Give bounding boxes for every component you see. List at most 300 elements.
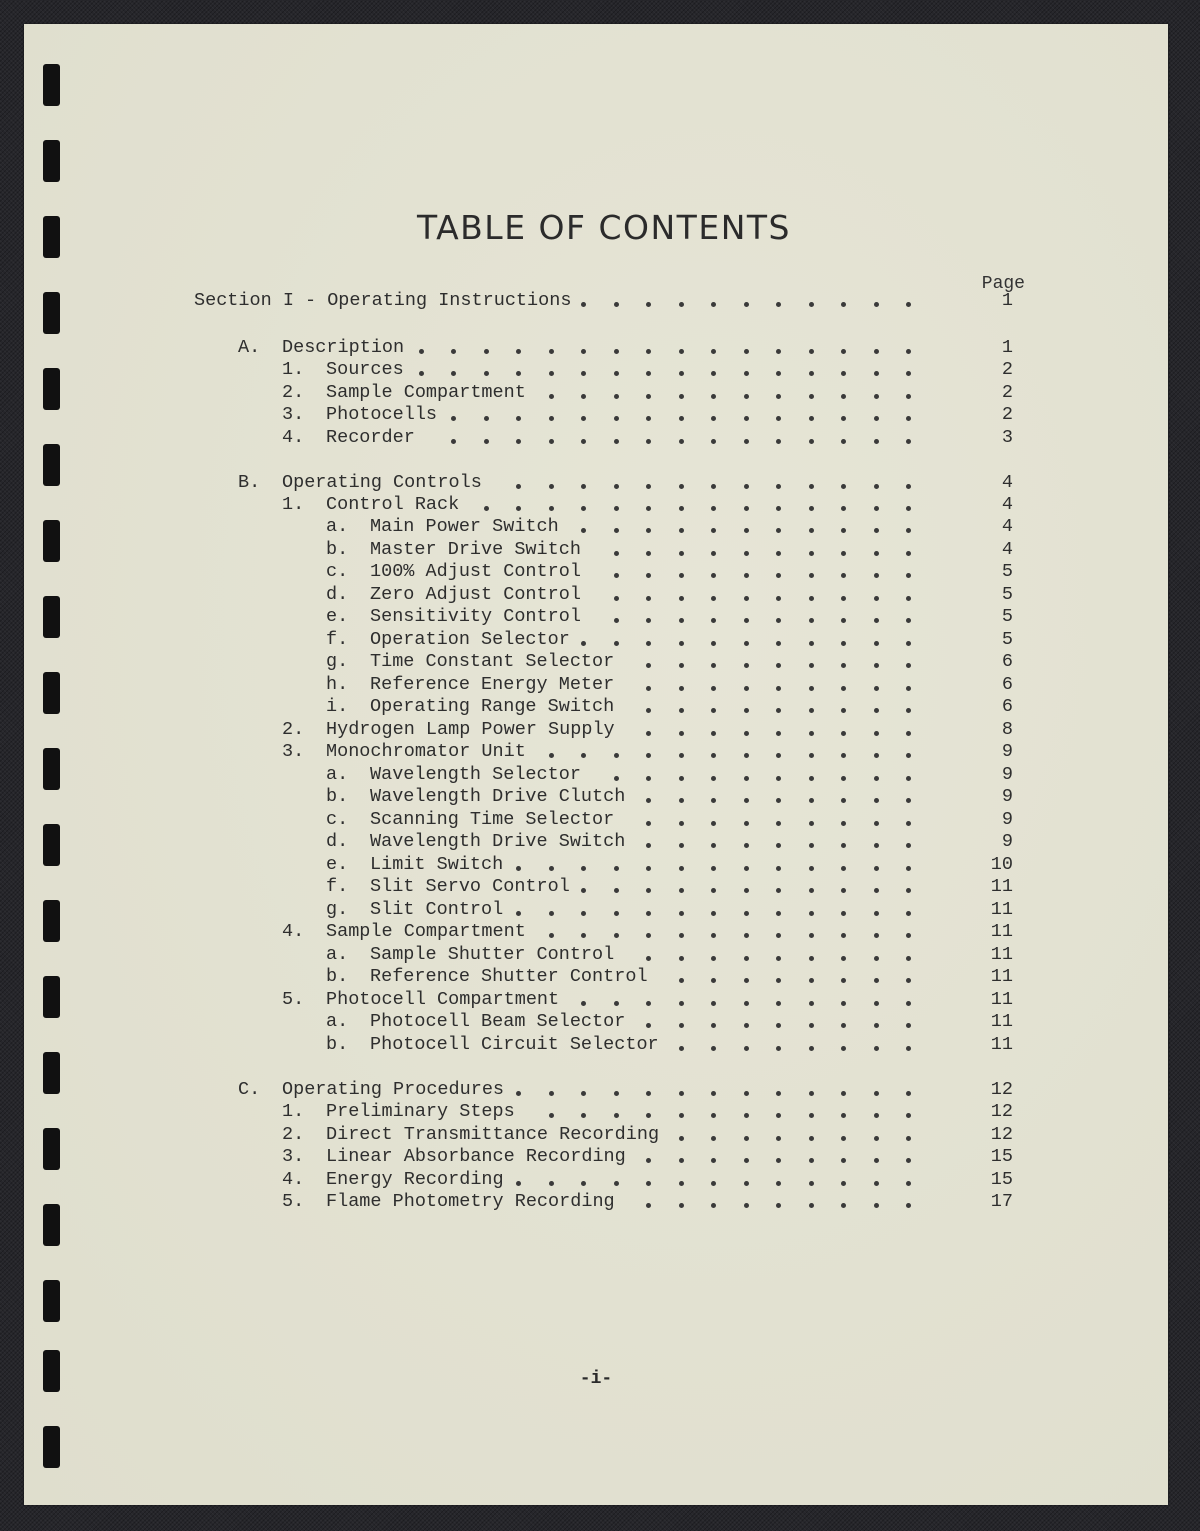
toc-entry-page-number: 5: [1001, 561, 1013, 582]
leader-dot: [679, 821, 684, 826]
toc-entry[interactable]: [24, 290, 1168, 312]
leader-dot: [679, 933, 684, 938]
toc-entry[interactable]: [24, 561, 1168, 583]
leader-dot: [614, 1091, 619, 1096]
toc-entry[interactable]: [24, 1191, 1168, 1213]
toc-entry[interactable]: [24, 584, 1168, 606]
leader-dot: [809, 843, 814, 848]
toc-entry-title: Direct Transmittance Recording: [326, 1124, 660, 1145]
toc-entry[interactable]: [24, 606, 1168, 628]
toc-entry-page-number: 12: [990, 1124, 1013, 1145]
leader-dot: [679, 551, 684, 556]
leader-dot: [809, 573, 814, 578]
leader-dot: [646, 528, 651, 533]
toc-entry-title: Limit Switch: [370, 854, 504, 875]
leader-dot: [711, 798, 716, 803]
leader-dot: [809, 618, 814, 623]
leader-dot: [581, 933, 586, 938]
leader-dot: [776, 866, 781, 871]
leader-dot: [744, 371, 749, 376]
toc-entry-marker: b.: [326, 786, 349, 807]
toc-entry[interactable]: [24, 989, 1168, 1011]
leader-dot: [874, 439, 879, 444]
leader-dot: [841, 708, 846, 713]
leader-dot: [906, 1136, 911, 1141]
leader-dot: [744, 686, 749, 691]
leader-dot: [549, 506, 554, 511]
toc-entry-page-number: 12: [990, 1079, 1013, 1100]
leader-dot: [809, 708, 814, 713]
leader-dot: [549, 439, 554, 444]
leader-dot: [874, 302, 879, 307]
leader-dot: [744, 1136, 749, 1141]
toc-entry-page-number: 4: [1001, 472, 1013, 493]
leader-dot: [679, 776, 684, 781]
leader-dot: [614, 753, 619, 758]
toc-entry-title: Operating Procedures: [282, 1079, 505, 1100]
leader-dot: [874, 416, 879, 421]
page-column-header: Page: [981, 274, 1025, 294]
leader-dot: [776, 573, 781, 578]
leader-dot: [581, 302, 586, 307]
toc-entry-marker: 2.: [282, 382, 305, 403]
leader-dot: [679, 1001, 684, 1006]
leader-dot: [646, 843, 651, 848]
leader-dot: [841, 484, 846, 489]
leader-dot: [776, 776, 781, 781]
leader-dot: [516, 506, 521, 511]
leader-dot: [679, 506, 684, 511]
leader-dot: [711, 708, 716, 713]
toc-entry-page-number: 11: [990, 899, 1013, 920]
leader-dot: [581, 1001, 586, 1006]
leader-dot: [809, 753, 814, 758]
toc-entry-marker: f.: [326, 876, 349, 897]
leader-dot: [776, 731, 781, 736]
leader-dot: [614, 416, 619, 421]
leader-dot: [711, 888, 716, 893]
leader-dot: [874, 1023, 879, 1028]
leader-dot: [744, 956, 749, 961]
leader-dot: [776, 1203, 781, 1208]
leader-dot: [549, 416, 554, 421]
toc-entry-title: Photocell Beam Selector: [370, 1011, 626, 1032]
leader-dot: [744, 978, 749, 983]
leader-dot: [679, 618, 684, 623]
leader-dot: [451, 371, 456, 376]
leader-dot: [679, 573, 684, 578]
leader-dot: [841, 551, 846, 556]
leader-dot: [744, 641, 749, 646]
leader-dot: [711, 551, 716, 556]
toc-entry[interactable]: [24, 719, 1168, 741]
leader-dot: [906, 551, 911, 556]
toc-entry[interactable]: [24, 854, 1168, 876]
leader-dot: [776, 641, 781, 646]
leader-dot: [679, 911, 684, 916]
leader-dot: [711, 596, 716, 601]
leader-dot: [614, 528, 619, 533]
leader-dot: [549, 1181, 554, 1186]
toc-entry-page-number: 6: [1001, 651, 1013, 672]
leader-dot: [906, 641, 911, 646]
toc-entry-page-number: 15: [990, 1146, 1013, 1167]
toc-entry-marker: a.: [326, 944, 349, 965]
leader-dot: [841, 798, 846, 803]
leader-dot: [906, 731, 911, 736]
toc-entry-title: Operation Selector: [370, 629, 570, 650]
leader-dot: [906, 843, 911, 848]
leader-dot: [809, 1091, 814, 1096]
toc-entry[interactable]: [24, 944, 1168, 966]
leader-dot: [874, 888, 879, 893]
leader-dot: [646, 1181, 651, 1186]
leader-dot: [451, 349, 456, 354]
leader-dot: [581, 371, 586, 376]
leader-dot: [744, 416, 749, 421]
toc-entry[interactable]: [24, 651, 1168, 673]
leader-dot: [549, 911, 554, 916]
leader-dot: [744, 821, 749, 826]
leader-dot: [549, 371, 554, 376]
leader-dot: [841, 596, 846, 601]
leader-dot: [906, 439, 911, 444]
toc-entry-title: Wavelength Drive Switch: [370, 831, 626, 852]
leader-dot: [744, 506, 749, 511]
leader-dot: [679, 866, 684, 871]
leader-dot: [744, 573, 749, 578]
leader-dot: [646, 956, 651, 961]
leader-dot: [614, 551, 619, 556]
leader-dot: [711, 528, 716, 533]
leader-dot: [646, 821, 651, 826]
leader-dot: [776, 1158, 781, 1163]
leader-dot: [679, 349, 684, 354]
leader-dot: [581, 1113, 586, 1118]
toc-entry-marker: c.: [326, 809, 349, 830]
toc-entry-page-number: 15: [990, 1169, 1013, 1190]
toc-entry-page-number: 11: [990, 921, 1013, 942]
leader-dot: [679, 888, 684, 893]
toc-entry-title: Sample Compartment: [326, 921, 526, 942]
leader-dot: [679, 843, 684, 848]
toc-entry-page-number: 11: [990, 966, 1013, 987]
leader-dot: [841, 641, 846, 646]
leader-dot: [776, 978, 781, 983]
toc-entry[interactable]: [24, 539, 1168, 561]
toc-entry-title: 100% Adjust Control: [370, 561, 581, 582]
leader-dot: [874, 663, 879, 668]
toc-entry-title: Preliminary Steps: [326, 1101, 515, 1122]
toc-entry-marker: h.: [326, 674, 349, 695]
toc-entry-page-number: 10: [990, 854, 1013, 875]
leader-dot: [874, 349, 879, 354]
leader-dot: [809, 888, 814, 893]
leader-dot: [809, 1158, 814, 1163]
toc-entry[interactable]: [24, 809, 1168, 831]
leader-dot: [809, 978, 814, 983]
leader-dot: [809, 1181, 814, 1186]
leader-dot: [874, 1181, 879, 1186]
leader-dot: [874, 394, 879, 399]
leader-dot: [841, 394, 846, 399]
toc-entry-title: Zero Adjust Control: [370, 584, 581, 605]
leader-dot: [841, 349, 846, 354]
leader-dot: [614, 596, 619, 601]
leader-dot: [679, 1203, 684, 1208]
leader-dot: [614, 618, 619, 623]
leader-dot: [679, 978, 684, 983]
leader-dot: [809, 821, 814, 826]
leader-dot: [711, 573, 716, 578]
leader-dot: [874, 596, 879, 601]
leader-dot: [711, 1091, 716, 1096]
toc-entry-marker: 3.: [282, 741, 305, 762]
leader-dot: [809, 663, 814, 668]
toc-entry[interactable]: [24, 1169, 1168, 1191]
leader-dot: [419, 371, 424, 376]
toc-entry[interactable]: [24, 359, 1168, 381]
leader-dot: [776, 528, 781, 533]
leader-dot: [581, 528, 586, 533]
toc-entry-title: Linear Absorbance Recording: [326, 1146, 626, 1167]
leader-dot: [744, 1046, 749, 1051]
toc-entry[interactable]: [24, 427, 1168, 449]
leader-dot: [874, 618, 879, 623]
toc-entry[interactable]: [24, 1101, 1168, 1123]
leader-dot: [776, 1001, 781, 1006]
toc-entry-page-number: 4: [1001, 516, 1013, 537]
leader-dot: [581, 394, 586, 399]
toc-entry-page-number: 4: [1001, 539, 1013, 560]
leader-dot: [744, 1113, 749, 1118]
toc-entry-page-number: 5: [1001, 584, 1013, 605]
leader-dot: [809, 1136, 814, 1141]
leader-dot: [841, 1136, 846, 1141]
toc-entry[interactable]: [24, 966, 1168, 988]
toc-entry-page-number: 1: [1001, 290, 1013, 311]
leader-dot: [581, 484, 586, 489]
leader-dot: [841, 371, 846, 376]
leader-dot: [711, 731, 716, 736]
leader-dot: [646, 888, 651, 893]
toc-entry-marker: 3.: [282, 404, 305, 425]
leader-dot: [646, 1113, 651, 1118]
leader-dot: [744, 1203, 749, 1208]
leader-dot: [679, 708, 684, 713]
toc-entry-title: Reference Energy Meter: [370, 674, 615, 695]
leader-dot: [646, 371, 651, 376]
leader-dot: [744, 866, 749, 871]
toc-entry-marker: 4.: [282, 1169, 305, 1190]
leader-dot: [906, 888, 911, 893]
leader-dot: [484, 349, 489, 354]
toc-entry[interactable]: [24, 741, 1168, 763]
leader-dot: [841, 753, 846, 758]
leader-dot: [679, 1091, 684, 1096]
leader-dot: [809, 394, 814, 399]
leader-dot: [711, 371, 716, 376]
toc-entry-page-number: 2: [1001, 404, 1013, 425]
leader-dot: [679, 596, 684, 601]
leader-dot: [646, 349, 651, 354]
leader-dot: [646, 798, 651, 803]
leader-dot: [841, 731, 846, 736]
leader-dot: [744, 1001, 749, 1006]
toc-entry[interactable]: [24, 629, 1168, 651]
toc-entry[interactable]: [24, 1124, 1168, 1146]
leader-dot: [874, 866, 879, 871]
leader-dot: [744, 439, 749, 444]
binding-hole: [43, 1280, 60, 1322]
leader-dot: [776, 753, 781, 758]
toc-entry[interactable]: [24, 494, 1168, 516]
leader-dot: [906, 956, 911, 961]
leader-dot: [841, 776, 846, 781]
toc-entry[interactable]: [24, 786, 1168, 808]
toc-entry[interactable]: [24, 1011, 1168, 1033]
leader-dot: [516, 371, 521, 376]
leader-dot: [776, 1046, 781, 1051]
leader-dot: [809, 1203, 814, 1208]
toc-entry[interactable]: [24, 674, 1168, 696]
leader-dot: [711, 439, 716, 444]
toc-entry-marker: 3.: [282, 1146, 305, 1167]
leader-dot: [809, 416, 814, 421]
leader-dot: [711, 753, 716, 758]
leader-dot: [776, 708, 781, 713]
toc-entry-page-number: 9: [1001, 764, 1013, 785]
leader-dot: [744, 753, 749, 758]
toc-entry[interactable]: [24, 516, 1168, 538]
toc-entry-marker: 5.: [282, 1191, 305, 1212]
leader-dot: [516, 484, 521, 489]
toc-entry[interactable]: [24, 1034, 1168, 1056]
toc-entry-marker: A.: [238, 337, 261, 358]
toc-entry-page-number: 11: [990, 876, 1013, 897]
toc-entry-marker: B.: [238, 472, 261, 493]
toc-entry-page-number: 11: [990, 1034, 1013, 1055]
toc-entry[interactable]: [24, 899, 1168, 921]
leader-dot: [809, 302, 814, 307]
leader-dot: [906, 1046, 911, 1051]
leader-dot: [874, 1001, 879, 1006]
leader-dot: [906, 753, 911, 758]
toc-entry-title: Time Constant Selector: [370, 651, 615, 672]
leader-dot: [776, 1023, 781, 1028]
leader-dot: [711, 506, 716, 511]
toc-entry-page-number: 11: [990, 989, 1013, 1010]
leader-dot: [711, 416, 716, 421]
leader-dot: [516, 439, 521, 444]
toc-entry-page-number: 2: [1001, 382, 1013, 403]
leader-dot: [646, 1091, 651, 1096]
leader-dot: [581, 416, 586, 421]
leader-dot: [711, 394, 716, 399]
leader-dot: [809, 371, 814, 376]
toc-entry[interactable]: [24, 1146, 1168, 1168]
leader-dot: [711, 866, 716, 871]
leader-dot: [679, 956, 684, 961]
leader-dot: [679, 302, 684, 307]
toc-entry-title: Operating Controls: [282, 472, 482, 493]
toc-entry[interactable]: [24, 382, 1168, 404]
leader-dot: [841, 618, 846, 623]
toc-entry[interactable]: [24, 831, 1168, 853]
leader-dot: [711, 843, 716, 848]
leader-dot: [874, 933, 879, 938]
toc-entry[interactable]: [24, 472, 1168, 494]
leader-dot: [809, 686, 814, 691]
toc-entry[interactable]: [24, 1079, 1168, 1101]
toc-entry[interactable]: [24, 876, 1168, 898]
toc-entry-page-number: 8: [1001, 719, 1013, 740]
leader-dot: [614, 302, 619, 307]
leader-dot: [711, 1046, 716, 1051]
toc-entry[interactable]: [24, 921, 1168, 943]
leader-dot: [646, 618, 651, 623]
leader-dot: [679, 1046, 684, 1051]
leader-dot: [646, 686, 651, 691]
document-page: [24, 24, 1168, 1505]
leader-dot: [776, 933, 781, 938]
toc-entry-marker: b.: [326, 966, 349, 987]
leader-dot: [679, 753, 684, 758]
toc-entry-title: Description: [282, 337, 405, 358]
leader-dot: [841, 573, 846, 578]
toc-entry[interactable]: [24, 696, 1168, 718]
leader-dot: [874, 1091, 879, 1096]
leader-dot: [711, 1181, 716, 1186]
toc-entry-title: Sources: [326, 359, 404, 380]
leader-dot: [841, 528, 846, 533]
leader-dot: [614, 776, 619, 781]
leader-dot: [581, 641, 586, 646]
toc-entry[interactable]: [24, 404, 1168, 426]
toc-entry-title: Flame Photometry Recording: [326, 1191, 615, 1212]
binding-hole: [43, 1426, 60, 1468]
leader-dot: [711, 821, 716, 826]
leader-dot: [809, 506, 814, 511]
toc-entry-marker: 1.: [282, 494, 305, 515]
toc-entry-title: Wavelength Drive Clutch: [370, 786, 626, 807]
toc-entry-page-number: 1: [1001, 337, 1013, 358]
toc-entry-page-number: 17: [990, 1191, 1013, 1212]
leader-dot: [874, 1136, 879, 1141]
leader-dot: [744, 484, 749, 489]
leader-dot: [809, 484, 814, 489]
leader-dot: [614, 1001, 619, 1006]
leader-dot: [614, 866, 619, 871]
toc-entry[interactable]: [24, 337, 1168, 359]
toc-entry-title: Wavelength Selector: [370, 764, 581, 785]
leader-dot: [711, 302, 716, 307]
toc-entry-title: Operating Instructions: [327, 290, 572, 311]
leader-dot: [646, 1158, 651, 1163]
leader-dot: [679, 731, 684, 736]
leader-dot: [711, 1203, 716, 1208]
leader-dot: [646, 933, 651, 938]
leader-dot: [744, 1091, 749, 1096]
leader-dot: [646, 1203, 651, 1208]
leader-dot: [841, 1046, 846, 1051]
toc-entry-marker: a.: [326, 1011, 349, 1032]
leader-dot: [711, 1158, 716, 1163]
binding-hole: [43, 140, 60, 182]
leader-dot: [906, 1158, 911, 1163]
toc-entry[interactable]: [24, 764, 1168, 786]
leader-dot: [614, 888, 619, 893]
